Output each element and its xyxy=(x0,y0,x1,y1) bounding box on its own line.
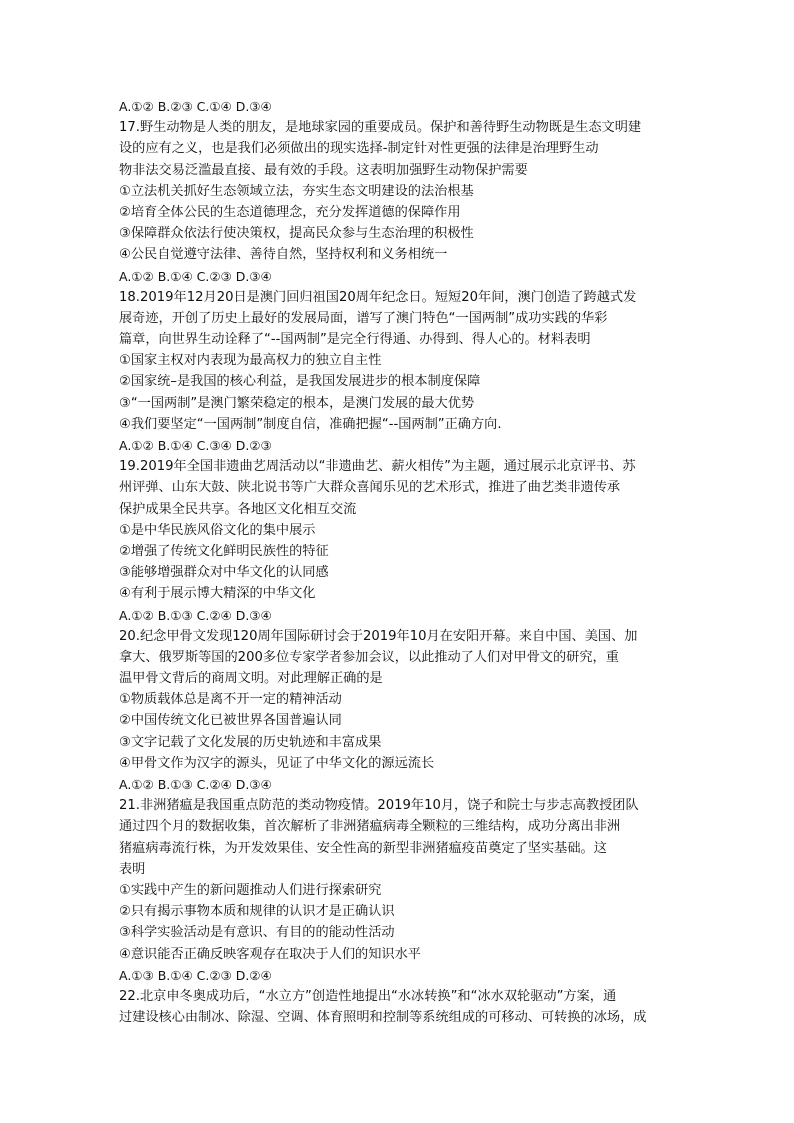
text-line: ③科学实验活动是有意识、有目的的能动性活动 xyxy=(119,925,395,941)
answer-options-line: A.①② B.①③ C.②④ D.③④ xyxy=(119,607,272,623)
text-line: ④公民自觉遵守法律、善待自然，坚持权利和义务相统一 xyxy=(119,247,448,263)
text-line: 州评弹、山东大鼓、陕北说书等广大群众喜闻乐见的艺术形式，推进了曲艺类非遗传承 xyxy=(119,480,621,496)
answer-options-line: A.①③ B.①④ C.②③ D.②④ xyxy=(119,967,272,983)
text-line: ①国家主权对内表现为最高权力的独立自主性 xyxy=(119,353,382,369)
text-line: 猪瘟病毒流行株，为开发效果佳、安全性高的新型非洲猪瘟疫苗奠定了坚实基础。这 xyxy=(119,840,607,856)
text-line: 拿大、俄罗斯等国的200多位专家学者参加会议，以此推动了人们对甲骨文的研究，重 xyxy=(119,649,619,665)
text-line: ①物质载体总是离不开一定的精神活动 xyxy=(119,692,342,708)
text-line: ②增强了传统文化鲜明民族性的特征 xyxy=(119,543,329,559)
text-line: ③保障群众依法行使决策权，提高民众参与生态治理的积极性 xyxy=(119,226,474,242)
text-line: 物非法交易泛滥最直接、最有效的手段。这表明加强野生动物保护需要 xyxy=(119,162,528,178)
text-line: ④有利于展示博大精深的中华文化 xyxy=(119,586,316,602)
exam-page xyxy=(119,96,679,1028)
answer-options-line: A.①② B.①④ C.③④ D.②③ xyxy=(119,438,272,453)
text-line: 设的应有之义，也是我们必须做出的现实选择-制定针对性更强的法律是治理野生动 xyxy=(119,141,599,157)
text-line: ③能够增强群众对中华文化的认同感 xyxy=(119,565,329,581)
text-line: ②只有揭示事物本质和规律的认识才是正确认识 xyxy=(119,904,395,920)
text-line: ②中国传统文化已被世界各国普遍认同 xyxy=(119,713,342,729)
answer-options-line: A.①② B.②③ C.①④ D.③④ xyxy=(119,99,272,114)
text-line: 展奇迹，开创了历史上最好的发展局面，谱写了澳门特色“一国两制”成功实践的华彩 xyxy=(119,310,608,326)
text-line: ④意识能否正确反映客观存在取决于人们的知识水平 xyxy=(119,946,421,962)
text-line: ①立法机关抓好生态领域立法，夯实生态文明建设的法治根基 xyxy=(119,183,474,199)
text-line: 篇章，向世界生动诠释了“--国两制”是完全行得通、办得到、得人心的。材料表明 xyxy=(119,332,591,348)
text-line: 17.野生动物是人类的朋友，是地球家园的重要成员。保护和善待野生动物既是生态文明建 xyxy=(119,120,642,136)
text-line: 保护成果全民共享。各地区文化相互交流 xyxy=(119,501,357,517)
answer-options-line: A.①② B.①③ C.②④ D.③④ xyxy=(119,777,272,792)
text-line: 通过四个月的数据收集，首次解析了非洲猪瘟病毒全颗粒的三维结构，成功分离出非洲 xyxy=(119,819,621,835)
text-line: ③文字记载了文化发展的历史轨迹和丰富成果 xyxy=(119,734,382,750)
text-line: 18.2019年12月20日是澳门回归祖国20周年纪念日。短短20年间，澳门创造了跨越式发 xyxy=(119,289,637,305)
text-line: 21.非洲猪瘟是我国重点防范的类动物疫情。2019年10月，饶子和院士与步志高教授团队 xyxy=(119,798,639,814)
text-line: 19.2019年全国非遗曲艺周活动以“非遗曲艺、薪火相传”为主题，通过展示北京评书、苏 xyxy=(119,459,636,475)
text-line: ①实践中产生的新问题推动人们进行探索研究 xyxy=(119,882,382,898)
answer-options-line: A.①② B.①④ C.②③ D.③④ xyxy=(119,268,272,284)
text-line: ②培育全体公民的生态道德理念，充分发挥道德的保障作用 xyxy=(119,204,461,220)
text-line: 温甲骨文背后的商周文明。对此理解正确的是 xyxy=(119,671,383,687)
text-line: 22.北京申冬奥成功后，“水立方”创造性地提出“水冰转换”和“冰水双轮驱动”方案，通 xyxy=(119,988,617,1004)
text-line: ①是中华民族风俗文化的集中展示 xyxy=(119,522,316,538)
text-line: 20.纪念甲骨文发现120周年国际研讨会于2019年10月在安阳开幕。来自中国、美国、加 xyxy=(119,628,638,644)
text-line: ②国家统–是我国的核心利益，是我国发展进步的根本制度保障 xyxy=(119,374,481,390)
text-line: 过建设核心由制冰、除湿、空调、体育照明和控制等系统组成的可移动、可转换的冰场，成 xyxy=(119,1010,647,1026)
text-line: 表明 xyxy=(119,861,146,877)
text-line: ④我们要坚定“一国两制”制度自信，准确把握“--国两制”正确方向. xyxy=(119,416,502,432)
text-line: ④甲骨文作为汉字的源头，见证了中华文化的源远流长 xyxy=(119,755,435,771)
text-line: ③“一国两制”是澳门繁荣稳定的根本，是澳门发展的最大优势 xyxy=(119,395,475,411)
